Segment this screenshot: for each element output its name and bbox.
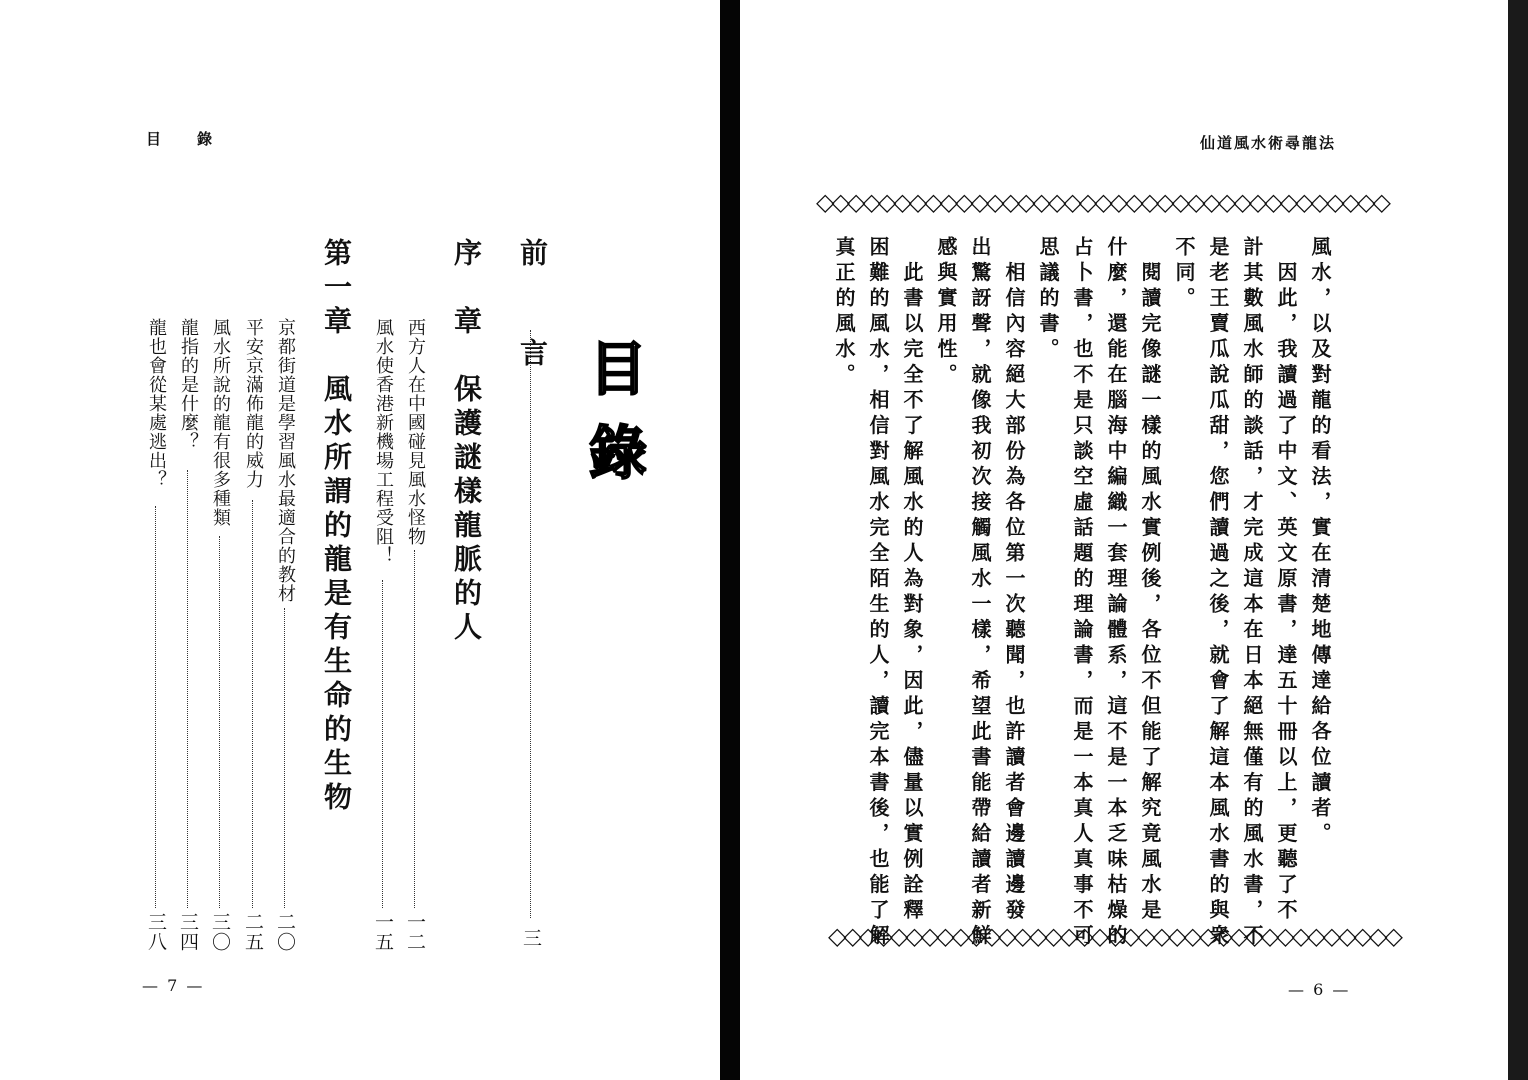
text-column-6: 閱讀完像謎一樣的風水實例後，各位不但能了解究竟風水是 <box>1138 236 1162 925</box>
text-column-8: 占卜書，也不是只談空虛話題的理論書，而是一本真人真事不可 <box>1070 236 1094 950</box>
page-number-left: — 7 — <box>142 976 205 995</box>
toc-page-number: 一五 <box>372 912 394 952</box>
page-number-right: — 6 — <box>1288 980 1351 999</box>
toc-entry-preface-2: 風水使香港新機場工程受阻！ <box>373 318 394 565</box>
toc-chapter-1: 第一章 風水所謂的龍是有生命的生物 <box>320 238 353 816</box>
toc-page-number: 二〇 <box>274 912 296 952</box>
running-head-right: 仙道風水術尋龍法 <box>1200 134 1337 152</box>
page-edge-right <box>1508 0 1528 1080</box>
toc-leader-dots <box>414 550 415 908</box>
toc-entry-ch1-2: 平安京滿佈龍的威力 <box>243 318 264 489</box>
toc-entry-ch1-1: 京都街道是學習風水最適合的教材 <box>275 318 296 603</box>
text-column-11: 出驚訝聲，就像我初次接觸風水一樣，希望此書能帶給讀者新鮮 <box>968 236 992 950</box>
toc-entry-ch1-4: 龍指的是什麼？ <box>178 318 199 451</box>
left-page-toc <box>0 0 720 1080</box>
toc-leader-dots <box>155 506 156 908</box>
toc-preface: 序 章 保護謎樣龍脈的人 <box>450 238 483 646</box>
text-column-9: 思議的書。 <box>1036 236 1060 364</box>
toc-leader-dots <box>530 330 531 918</box>
text-column-7: 什麼，還能在腦海中編織一套理論體系，這不是一本乏味枯燥的 <box>1104 236 1128 950</box>
running-head-left: 目 錄 <box>146 130 215 148</box>
text-column-1: 風水，以及對龍的看法，實在清楚地傳達給各位讀者。 <box>1308 236 1332 848</box>
toc-entry-ch1-5: 龍也會從某處逃出？ <box>146 318 167 489</box>
toc-leader-dots <box>187 470 188 908</box>
toc-foreword: 前 言 <box>516 238 549 388</box>
text-column-12: 感與實用性。 <box>934 236 958 389</box>
text-column-10: 相信內容絕大部份為各位第一次聽聞，也許讀者會邊讀邊發 <box>1002 236 1026 925</box>
text-column-4: 是老王賣瓜說瓜甜，您們讀過之後，就會了解這本風水書的與衆 <box>1206 236 1230 950</box>
toc-page-number: 二五 <box>242 912 264 952</box>
toc-leader-dots <box>252 500 253 908</box>
right-page-text <box>740 0 1508 1080</box>
toc-page-number: 三八 <box>145 912 167 952</box>
toc-entry-preface-1: 西方人在中國碰見風水怪物 <box>405 318 426 546</box>
text-column-14: 困難的風水，相信對風水完全陌生的人，讀完本書後，也能了解 <box>866 236 890 950</box>
text-column-2: 因此，我讀過了中文、英文原書，達五十冊以上，更聽了不 <box>1274 236 1298 925</box>
toc-page-number: 三四 <box>177 912 199 952</box>
toc-title-glyph-2: 錄 <box>588 419 647 487</box>
text-column-13: 此書以完全不了解風水的人為對象，因此，儘量以實例詮釋 <box>900 236 924 925</box>
gutter-shadow-left <box>720 0 742 1080</box>
toc-leader-dots <box>219 536 220 908</box>
text-column-3: 計其數風水師的談話，才完成這本在日本絕無僅有的風水書，不 <box>1240 236 1264 950</box>
toc-page-number: 三〇 <box>209 912 231 952</box>
ornament-border-top: ◇◇◇◇◇◇◇◇◇◇◇◇◇◇◇◇◇◇◇◇◇◇◇◇◇◇◇◇◇◇◇◇◇◇◇◇◇ <box>816 188 1388 216</box>
toc-page-number: 一二 <box>404 912 426 952</box>
toc-leader-dots <box>284 608 285 908</box>
ornament-border-bottom: ◇◇◇◇◇◇◇◇◇◇◇◇◇◇◇◇◇◇◇◇◇◇◇◇◇◇◇◇◇◇◇◇◇◇◇◇◇ <box>828 922 1400 950</box>
toc-page-number: 三 <box>520 928 542 948</box>
toc-title-glyph-1: 目 <box>588 335 647 403</box>
toc-entry-ch1-3: 風水所說的龍有很多種類 <box>210 318 231 527</box>
text-column-5: 不同。 <box>1172 236 1196 313</box>
text-column-15: 真正的風水。 <box>832 236 856 389</box>
toc-leader-dots <box>382 580 383 908</box>
